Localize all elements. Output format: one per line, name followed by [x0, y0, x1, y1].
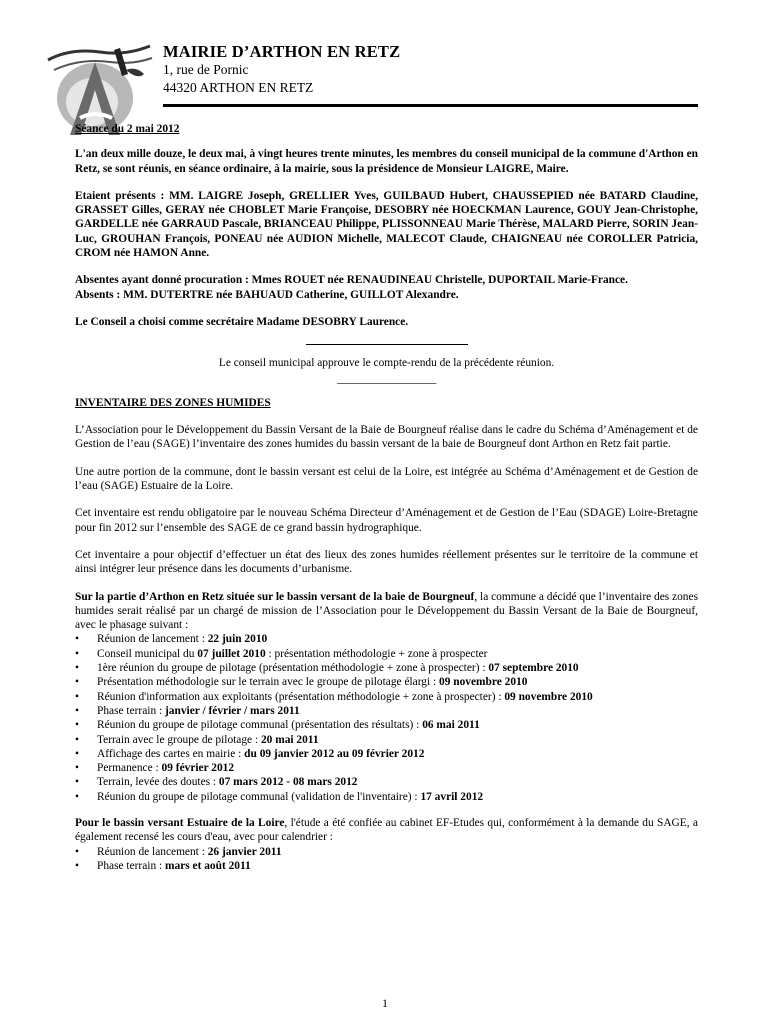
list-item-text: Phase terrain : [97, 704, 166, 717]
paragraph-6-bold: Pour le bassin versant Estuaire de la Loire [75, 816, 285, 829]
paragraph-1: L’Association pour le Développement du Bassin Versant de la Baie de Bourgneuf réalise dans le cadre du Schéma d’Aménagement et de Gestion de l’eau (SAGE) l’inventaire des zones humides du bassin versant de la baie de Bourgneuf dont Arthon en Retz fait partie. [75, 424, 698, 451]
paragraph-4: Cet inventaire a pour objectif d’effectuer un état des lieux des zones humides réellement présentes sur le territoire de la commune et ainsi intégrer leur présence dans les documents d’urbanisme. [75, 548, 698, 576]
list-item [75, 845, 698, 859]
list-item-text: Réunion d'information aux exploitants (présentation méthodologie + zone à prospecter) : [97, 690, 505, 703]
list-item-date: 09 février 2012 [161, 762, 235, 775]
list-item-date: du 09 janvier 2012 au 09 février 2012 [244, 747, 425, 760]
list-item-date: 06 mai 2011 [422, 719, 480, 732]
list-item-text: Réunion de lancement : [97, 633, 208, 646]
paragraph-5 [75, 590, 698, 633]
paragraph-2: Une autre portion de la commune, dont le bassin versant est celui de la Loire, est intégrée au Schéma d’Aménagement et de Gestion de l’eau (SAGE) Estuaire de la Loire. [75, 465, 698, 493]
list-item-text: Réunion du groupe de pilotage communal (validation de l'inventaire) : [97, 790, 421, 803]
absents-paragraph: Absents : MM. DUTERTRE née BAHUAUD Catherine, GUILLOT Alexandre. [75, 288, 459, 301]
list-item-text: Terrain avec le groupe de pilotage : [97, 733, 261, 746]
paragraph-5-bold: Sur la partie d’Arthon en Retz située sur le bassin versant de la baie de Bourgneuf [75, 590, 475, 603]
absentes-procuration: Absentes ayant donné procuration : Mmes ROUET née RENAUDINEAU Christelle, DUPORTAIL Marie-France. [75, 274, 628, 287]
list-item [75, 661, 698, 675]
list-item [75, 859, 698, 873]
list-item [75, 775, 698, 789]
section-title: INVENTAIRE DES ZONES HUMIDES [75, 396, 271, 409]
list-item-date: 07 mars 2012 - 08 mars 2012 [218, 776, 358, 789]
address-street: 1, rue de Pornic [163, 62, 249, 77]
paragraph-3: Cet inventaire est rendu obligatoire par le nouveau Schéma Directeur d’Aménagement et de Gestion de l’Eau (SDAGE) Loire-Bretagne pour fin 2012 sur l’ensemble des SAGE de ce grand bassin hydrographique. [75, 507, 698, 534]
intro-paragraph: L'an deux mille douze, le deux mai, à vingt heures trente minutes, les membres du conseil municipal de la commune d'Arthon en Retz, se sont réunis, en séance ordinaire, à la mairie, sous la présidence de Monsieur LAIGRE, Maire. [75, 148, 698, 175]
list-item [75, 761, 698, 775]
list-item-text: Permanence : [97, 762, 162, 775]
list-item-text: Réunion du groupe de pilotage communal (présentation des résultats) : [97, 719, 423, 732]
mairie-title: MAIRIE D’ARTHON EN RETZ [163, 42, 401, 61]
list-item-date: 09 novembre 2010 [504, 690, 593, 703]
list-item-date: 09 novembre 2010 [439, 676, 528, 689]
paragraph-6-rest: , l'étude a été confiée au cabinet EF-Etudes qui, conformément à la demande du SAGE, a également recensé les cours d'eau, avec pour calendrier : [75, 816, 698, 844]
list-item-date: 20 mai 2011 [260, 733, 319, 746]
list-item-date: 07 juillet 2010 [197, 647, 266, 660]
list-item [75, 647, 698, 661]
list-item-date: 07 septembre 2010 [488, 662, 579, 675]
address-city: 44320 ARTHON EN RETZ [163, 80, 314, 95]
phases-list-1 [75, 632, 698, 804]
presents-paragraph: Etaient présents : MM. LAIGRE Joseph, GRELLIER Yves, GUILBAUD Hubert, CHAUSSEPIED née BATARD Claudine, GRASSET Gilles, GERAY née CHOBLET Marie Françoise, DESOBRY née HOECKMAN Laurence, GOUY Jean-Christophe, GARDELLE née GARRAUD Pascale, BRIANCEAU Philippe, PLISSONNEAU Marie Thérèse, MALARD Pierre, SORIN Jean-Luc, GROUHAN François, PONEAU née AUDION Michelle, MALECOT Claude, CHAIGNEAU née COROLLER Patricia, CROM née HAMON Anne. [75, 189, 698, 260]
list-item [75, 747, 698, 761]
list-item-date: 26 janvier 2011 [207, 845, 282, 858]
list-item [75, 733, 698, 747]
secretaire-paragraph: Le Conseil a choisi comme secrétaire Madame DESOBRY Laurence. [75, 315, 409, 328]
list-item [75, 632, 698, 646]
list-item-text: Conseil municipal du [97, 647, 198, 660]
seance-title: Séance du 2 mai 2012 [75, 123, 180, 135]
list-item-text: Réunion de lancement : [97, 845, 208, 858]
list-item [75, 690, 698, 704]
paragraph-6 [75, 816, 698, 845]
list-item-text: Terrain, levée des doutes : [97, 776, 219, 789]
list-item [75, 790, 698, 804]
list-item-date: 22 juin 2010 [207, 633, 268, 646]
paragraph-5-rest: , la commune a décidé que l’inventaire des zones humides serait réalisé par un chargé de mission de l’Association pour le Développement du Bassin Versant de la Baie de Bourgneuf, avec le phasage suivant : [75, 590, 698, 632]
list-item [75, 675, 698, 689]
list-item-suffix: : présentation méthodologie + zone à prospecter [265, 647, 488, 660]
list-item [75, 704, 698, 718]
list-item-text: Phase terrain : [97, 859, 166, 872]
document-body [75, 122, 698, 885]
list-item-date: 17 avril 2012 [420, 790, 484, 803]
separator-line [306, 344, 468, 345]
page-number: 1 [382, 996, 388, 1010]
phases-list-2 [75, 845, 698, 874]
header-rule [163, 104, 698, 107]
approve-paragraph: Le conseil municipal approuve le compte-rendu de la précédente réunion. [218, 357, 555, 370]
list-item [75, 718, 698, 732]
approve-rule: ___________________ [337, 372, 436, 385]
list-item-date: mars et août 2011 [165, 859, 251, 872]
list-item-text: 1ère réunion du groupe de pilotage (présentation méthodologie + zone à prospecter) : [97, 662, 489, 675]
list-item-text: Présentation méthodologie sur le terrain avec le groupe de pilotage élargi : [97, 676, 440, 689]
list-item-text: Affichage des cartes en mairie : [97, 747, 245, 760]
list-item-date: janvier / février / mars 2011 [165, 704, 300, 717]
